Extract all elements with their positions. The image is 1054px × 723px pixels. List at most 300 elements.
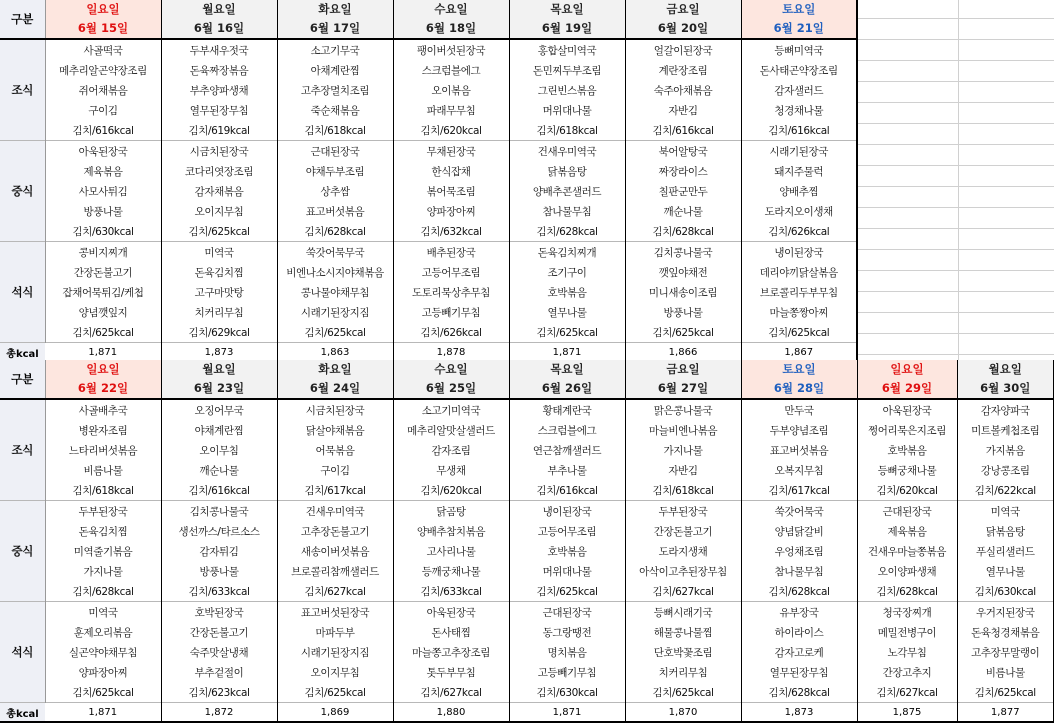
empty-grid-cell[interactable] <box>958 40 1054 61</box>
day-of-week-cell: 화요일 <box>277 0 393 18</box>
menu-item: 브로콜리두부무침 <box>741 282 857 302</box>
menu-item: 호박볶음 <box>509 541 625 561</box>
total-kcal-value: 1,872 <box>161 703 277 723</box>
menu-item: 김치/616kcal <box>625 120 741 141</box>
lunch-row <box>0 561 1054 581</box>
lunch-row <box>0 501 1054 522</box>
empty-grid-cell[interactable] <box>958 19 1054 40</box>
gubun-label: 구분 <box>0 360 45 399</box>
menu-item: 김치/617kcal <box>277 480 393 501</box>
menu-item: 방풍나물 <box>161 561 277 581</box>
empty-grid-cell[interactable] <box>958 0 1054 19</box>
menu-item: 숙주맛살냉채 <box>161 642 277 662</box>
total-kcal-value: 1,873 <box>161 343 277 363</box>
breakfast-row <box>0 120 857 141</box>
menu-item: 칠판군만두 <box>625 181 741 201</box>
empty-grid-row <box>858 313 1054 334</box>
breakfast-row <box>0 480 1054 501</box>
menu-item: 실곤약야채무침 <box>45 642 161 662</box>
menu-item: 고추장무말랭이 <box>957 642 1054 662</box>
menu-item: 그린빈스볶음 <box>509 80 625 100</box>
dinner-row <box>0 242 857 263</box>
menu-item: 제육볶음 <box>857 521 957 541</box>
menu-item: 잡채어묵튀김/케첩 <box>45 282 161 302</box>
total-kcal-value: 1,871 <box>45 343 161 363</box>
empty-grid-cell[interactable] <box>858 103 958 124</box>
empty-grid-cell[interactable] <box>958 145 1054 166</box>
menu-item: 오이양파생채 <box>857 561 957 581</box>
menu-item: 부추나물 <box>509 460 625 480</box>
menu-item: 소고기미역국 <box>393 399 509 420</box>
day-of-week-cell: 화요일 <box>277 360 393 378</box>
menu-item: 시래기된장국 <box>741 141 857 162</box>
lunch-row <box>0 581 1054 602</box>
week2-table <box>0 360 1054 723</box>
menu-item: 브로콜리참깨샐러드 <box>277 561 393 581</box>
menu-item: 김치/618kcal <box>277 120 393 141</box>
menu-item: 황태계란국 <box>509 399 625 420</box>
menu-item: 병완자조림 <box>45 420 161 440</box>
menu-item: 돈육김치찜 <box>45 521 161 541</box>
menu-item: 김치/630kcal <box>45 221 161 242</box>
menu-item: 머위대나물 <box>509 100 625 120</box>
menu-item: 콩나물야채무침 <box>277 282 393 302</box>
menu-item: 김치/627kcal <box>857 682 957 703</box>
date-cell: 6월 23일 <box>161 378 277 399</box>
menu-item: 배추된장국 <box>393 242 509 263</box>
menu-item: 마늘쫑고추장조림 <box>393 642 509 662</box>
menu-item: 돈육김치찌개 <box>509 242 625 263</box>
breakfast-row <box>0 440 1054 460</box>
menu-item: 도라지오이생채 <box>741 201 857 221</box>
menu-item: 방풍나물 <box>625 302 741 322</box>
empty-grid-cell[interactable] <box>858 40 958 61</box>
menu-item: 감자고로케 <box>741 642 857 662</box>
breakfast-row <box>0 39 857 60</box>
empty-grid-cell[interactable] <box>958 166 1054 187</box>
date-cell: 6월 30일 <box>957 378 1054 399</box>
menu-item: 고등어무조림 <box>509 521 625 541</box>
menu-item: 김치/628kcal <box>45 581 161 602</box>
day-of-week-cell: 일요일 <box>45 360 161 378</box>
menu-item: 상추쌈 <box>277 181 393 201</box>
menu-item: 비엔나소시지야채볶음 <box>277 262 393 282</box>
menu-item: 죽순채볶음 <box>277 100 393 120</box>
total-kcal-value: 1,871 <box>45 703 161 723</box>
menu-item: 가지나물 <box>625 440 741 460</box>
menu-item: 간장돈불고기 <box>625 521 741 541</box>
day-of-week-cell: 토요일 <box>741 360 857 378</box>
empty-grid-row <box>858 187 1054 208</box>
menu-item: 김치/618kcal <box>45 480 161 501</box>
menu-item: 아채계란찜 <box>277 60 393 80</box>
total-kcal-label: 총kcal <box>0 703 45 723</box>
menu-item: 두부새우젓국 <box>161 39 277 60</box>
menu-item: 고구마맛탕 <box>161 282 277 302</box>
empty-grid-row <box>858 334 1054 355</box>
menu-item: 계란장조림 <box>625 60 741 80</box>
empty-grid-cell[interactable] <box>858 0 958 19</box>
menu-item: 해물콩나물찜 <box>625 622 741 642</box>
menu-item: 오복지무침 <box>741 460 857 480</box>
menu-item: 감자채볶음 <box>161 181 277 201</box>
menu-item: 고등빼기무침 <box>509 662 625 682</box>
menu-item: 부추겉절이 <box>161 662 277 682</box>
total-kcal-value: 1,880 <box>393 703 509 723</box>
empty-grid-row <box>858 40 1054 61</box>
menu-item: 볶어묵조림 <box>393 181 509 201</box>
breakfast-row <box>0 420 1054 440</box>
day-of-week-cell: 월요일 <box>161 0 277 18</box>
menu-item: 김치/616kcal <box>45 120 161 141</box>
menu-item: 시래기된장지짐 <box>277 302 393 322</box>
empty-grid-cell[interactable] <box>958 208 1054 229</box>
empty-grid-cell[interactable] <box>858 19 958 40</box>
menu-item: 감자조림 <box>393 440 509 460</box>
day-of-week-cell: 금요일 <box>625 360 741 378</box>
date-cell: 6월 21일 <box>741 18 857 39</box>
dinner-row <box>0 302 857 322</box>
menu-item: 메추리알곤약장조림 <box>45 60 161 80</box>
empty-grid-row <box>858 208 1054 229</box>
menu-item: 오징어무국 <box>161 399 277 420</box>
menu-item: 스크럼블에그 <box>509 420 625 440</box>
empty-grid-cell[interactable] <box>858 124 958 145</box>
menu-item: 아욱된장국 <box>393 602 509 623</box>
menu-item: 도라지생채 <box>625 541 741 561</box>
menu-item: 표고버섯볶음 <box>277 201 393 221</box>
empty-grid-cell[interactable] <box>958 271 1054 292</box>
empty-grid-cell[interactable] <box>958 334 1054 355</box>
menu-item: 김치/623kcal <box>161 682 277 703</box>
empty-grid-cell[interactable] <box>858 250 958 271</box>
menu-item: 고추장돈불고기 <box>277 521 393 541</box>
date-cell: 6월 28일 <box>741 378 857 399</box>
menu-item: 쥐어채볶음 <box>45 80 161 100</box>
day-of-week-cell: 토요일 <box>741 0 857 18</box>
empty-grid-cell[interactable] <box>958 82 1054 103</box>
empty-grid-cell[interactable] <box>858 187 958 208</box>
menu-item: 감자양파국 <box>957 399 1054 420</box>
menu-item: 쑥갓어묵무국 <box>277 242 393 263</box>
empty-grid-row <box>858 61 1054 82</box>
date-cell: 6월 22일 <box>45 378 161 399</box>
menu-item: 김치/628kcal <box>741 682 857 703</box>
empty-grid-row <box>858 19 1054 40</box>
menu-item: 김치/625kcal <box>509 581 625 602</box>
menu-item: 간장돈불고기 <box>45 262 161 282</box>
menu-item: 깨순나물 <box>625 201 741 221</box>
menu-item: 짜장라이스 <box>625 161 741 181</box>
empty-grid-cell[interactable] <box>858 313 958 334</box>
empty-grid-row <box>858 82 1054 103</box>
menu-item: 닭볶음탕 <box>509 161 625 181</box>
menu-item: 강낭콩조림 <box>957 460 1054 480</box>
menu-item: 시금치된장국 <box>161 141 277 162</box>
menu-item: 열무나물 <box>957 561 1054 581</box>
menu-item: 근대된장국 <box>857 501 957 522</box>
menu-item: 참나물무침 <box>509 201 625 221</box>
lunch-row <box>0 201 857 221</box>
day-of-week-cell: 수요일 <box>393 360 509 378</box>
empty-grid-cell[interactable] <box>958 229 1054 250</box>
date-cell: 6월 17일 <box>277 18 393 39</box>
menu-item: 생선까스/타르소스 <box>161 521 277 541</box>
menu-item: 얼갈이된장국 <box>625 39 741 60</box>
menu-item: 표고버섯볶음 <box>741 440 857 460</box>
menu-item: 미니새송이조림 <box>625 282 741 302</box>
menu-item: 무채된장국 <box>393 141 509 162</box>
dinner-row <box>0 322 857 343</box>
lunch-row <box>0 541 1054 561</box>
menu-item: 양배추참치볶음 <box>393 521 509 541</box>
menu-item: 김치/630kcal <box>957 581 1054 602</box>
breakfast-label: 조식 <box>0 399 45 501</box>
header-dow-row <box>0 0 857 18</box>
menu-item: 연근참깨샐러드 <box>509 440 625 460</box>
lunch-row <box>0 181 857 201</box>
empty-grid-row <box>858 229 1054 250</box>
menu-item: 참나물무침 <box>741 561 857 581</box>
menu-item: 미역국 <box>161 242 277 263</box>
breakfast-row <box>0 60 857 80</box>
empty-grid-row <box>858 271 1054 292</box>
menu-item: 고등어무조림 <box>393 262 509 282</box>
menu-item: 사골배추국 <box>45 399 161 420</box>
empty-grid-cell[interactable] <box>958 61 1054 82</box>
menu-item: 김치/625kcal <box>161 221 277 242</box>
breakfast-row <box>0 399 1054 420</box>
menu-item: 노각무침 <box>857 642 957 662</box>
day-of-week-cell: 금요일 <box>625 0 741 18</box>
menu-item: 김치/628kcal <box>509 221 625 242</box>
menu-item: 치커리무침 <box>161 302 277 322</box>
total-kcal-value: 1,869 <box>277 703 393 723</box>
menu-item: 고등빼기무침 <box>393 302 509 322</box>
breakfast-label: 조식 <box>0 39 45 141</box>
menu-item: 부추양파생채 <box>161 80 277 100</box>
menu-item: 등뼈궁채나물 <box>857 460 957 480</box>
menu-item: 사모사튀김 <box>45 181 161 201</box>
menu-item: 만두국 <box>741 399 857 420</box>
menu-item: 무생채 <box>393 460 509 480</box>
menu-item: 김치/625kcal <box>625 682 741 703</box>
day-of-week-cell: 목요일 <box>509 360 625 378</box>
empty-grid-cell[interactable] <box>858 82 958 103</box>
empty-grid-cell[interactable] <box>858 61 958 82</box>
menu-item: 김치/627kcal <box>277 581 393 602</box>
lunch-row <box>0 221 857 242</box>
menu-item: 김치/627kcal <box>625 581 741 602</box>
menu-item: 시금치된장국 <box>277 399 393 420</box>
breakfast-row <box>0 460 1054 480</box>
empty-grid-cell[interactable] <box>958 250 1054 271</box>
menu-item: 동그랑땡전 <box>509 622 625 642</box>
date-cell: 6월 25일 <box>393 378 509 399</box>
day-of-week-cell: 목요일 <box>509 0 625 18</box>
menu-item: 김치/616kcal <box>741 120 857 141</box>
empty-grid-cell[interactable] <box>958 187 1054 208</box>
menu-item: 김치/620kcal <box>857 480 957 501</box>
menu-item: 양념닭갈비 <box>741 521 857 541</box>
menu-item: 냉이된장국 <box>509 501 625 522</box>
dinner-label: 석식 <box>0 242 45 343</box>
empty-grid-cell[interactable] <box>958 313 1054 334</box>
date-cell: 6월 24일 <box>277 378 393 399</box>
total-kcal-value: 1,866 <box>625 343 741 363</box>
menu-item: 김치/625kcal <box>45 322 161 343</box>
dinner-row <box>0 622 1054 642</box>
empty-grid-cell[interactable] <box>958 292 1054 313</box>
lunch-row <box>0 521 1054 541</box>
breakfast-row <box>0 100 857 120</box>
empty-grid-row <box>858 145 1054 166</box>
dinner-row <box>0 662 1054 682</box>
menu-item: 김치/628kcal <box>277 221 393 242</box>
menu-item: 김치/625kcal <box>45 682 161 703</box>
total-kcal-row <box>0 703 1054 723</box>
menu-item: 구이김 <box>277 460 393 480</box>
empty-grid-cell[interactable] <box>958 124 1054 145</box>
date-cell: 6월 18일 <box>393 18 509 39</box>
menu-item: 등뼈시래기국 <box>625 602 741 623</box>
menu-item: 팽이버섯된장국 <box>393 39 509 60</box>
empty-grid-cell[interactable] <box>858 208 958 229</box>
menu-item: 김치/625kcal <box>957 682 1054 703</box>
menu-item: 미역줄기볶음 <box>45 541 161 561</box>
breakfast-row <box>0 80 857 100</box>
menu-item: 양념깻잎지 <box>45 302 161 322</box>
menu-item: 김치콩나물국 <box>161 501 277 522</box>
menu-item: 데리야끼닭살볶음 <box>741 262 857 282</box>
menu-item: 김치/625kcal <box>625 322 741 343</box>
menu-item: 도토리묵상추무침 <box>393 282 509 302</box>
menu-item: 오이볶음 <box>393 80 509 100</box>
menu-item: 돈민찌두부조림 <box>509 60 625 80</box>
menu-item: 냉이된장국 <box>741 242 857 263</box>
total-kcal-label: 총kcal <box>0 343 45 363</box>
menu-item: 두부양념조림 <box>741 420 857 440</box>
menu-item: 간장돈불고기 <box>161 622 277 642</box>
day-of-week-cell: 수요일 <box>393 0 509 18</box>
menu-item: 김치/625kcal <box>277 322 393 343</box>
menu-item: 돈사태찜 <box>393 622 509 642</box>
day-of-week-cell: 일요일 <box>45 0 161 18</box>
menu-item: 아삭이고추된장무침 <box>625 561 741 581</box>
menu-item: 닭볶음탕 <box>957 521 1054 541</box>
dinner-row <box>0 262 857 282</box>
menu-item: 호박된장국 <box>161 602 277 623</box>
empty-grid-cell[interactable] <box>958 103 1054 124</box>
dinner-row <box>0 682 1054 703</box>
menu-item: 양파장아찌 <box>393 201 509 221</box>
menu-item: 비름나물 <box>45 460 161 480</box>
date-cell: 6월 15일 <box>45 18 161 39</box>
lunch-row <box>0 161 857 181</box>
empty-grid-row <box>858 292 1054 313</box>
day-of-week-cell: 일요일 <box>857 360 957 378</box>
menu-item: 명치볶음 <box>509 642 625 662</box>
total-kcal-value: 1,871 <box>509 703 625 723</box>
day-of-week-cell: 월요일 <box>161 360 277 378</box>
menu-item: 깻잎야채전 <box>625 262 741 282</box>
menu-item: 김치/626kcal <box>393 322 509 343</box>
menu-item: 두부된장국 <box>45 501 161 522</box>
menu-item: 김치/629kcal <box>161 322 277 343</box>
menu-item: 김치/616kcal <box>509 480 625 501</box>
total-kcal-value: 1,878 <box>393 343 509 363</box>
menu-item: 야채두부조림 <box>277 161 393 181</box>
menu-item: 미역국 <box>957 501 1054 522</box>
day-of-week-cell: 월요일 <box>957 360 1054 378</box>
menu-item: 가지나물 <box>45 561 161 581</box>
menu-item: 열무된장무침 <box>741 662 857 682</box>
menu-item: 방풍나물 <box>45 201 161 221</box>
menu-item: 김치/625kcal <box>509 322 625 343</box>
empty-grid-cell[interactable] <box>858 292 958 313</box>
empty-grid-cell[interactable] <box>858 166 958 187</box>
menu-item: 머위대나물 <box>509 561 625 581</box>
menu-item: 간장고추지 <box>857 662 957 682</box>
header-date-row <box>0 378 1054 399</box>
menu-item: 제육볶음 <box>45 161 161 181</box>
date-cell: 6월 27일 <box>625 378 741 399</box>
menu-item: 근대된장국 <box>277 141 393 162</box>
menu-item: 호박볶음 <box>857 440 957 460</box>
date-cell: 6월 29일 <box>857 378 957 399</box>
menu-item: 김치/628kcal <box>857 581 957 602</box>
menu-item: 어묵볶음 <box>277 440 393 460</box>
menu-item: 양배추찜 <box>741 181 857 201</box>
menu-item: 김치/627kcal <box>393 682 509 703</box>
week1-table <box>0 0 858 363</box>
menu-item: 미트볼케첩조림 <box>957 420 1054 440</box>
menu-item: 청국장찌개 <box>857 602 957 623</box>
menu-item: 숙주아채볶음 <box>625 80 741 100</box>
empty-grid-cell[interactable] <box>858 229 958 250</box>
total-kcal-value: 1,867 <box>741 343 857 363</box>
menu-item: 북어알탕국 <box>625 141 741 162</box>
empty-grid-row <box>858 0 1054 19</box>
menu-item: 마늘쫑짱아찌 <box>741 302 857 322</box>
menu-item: 청경채나물 <box>741 100 857 120</box>
menu-item: 하이라이스 <box>741 622 857 642</box>
date-cell: 6월 20일 <box>625 18 741 39</box>
header-dow-row <box>0 360 1054 378</box>
menu-item: 푸실리샐러드 <box>957 541 1054 561</box>
lunch-label: 중식 <box>0 141 45 242</box>
menu-item: 오이무침 <box>161 440 277 460</box>
menu-item: 맑은콩나물국 <box>625 399 741 420</box>
date-cell: 6월 19일 <box>509 18 625 39</box>
menu-item: 자반김 <box>625 460 741 480</box>
empty-grid-cell[interactable] <box>858 334 958 355</box>
total-kcal-value: 1,871 <box>509 343 625 363</box>
menu-item: 김치/630kcal <box>509 682 625 703</box>
menu-item: 오이지무침 <box>161 201 277 221</box>
menu-item: 쑥갓어묵국 <box>741 501 857 522</box>
header-date-row <box>0 18 857 39</box>
menu-item: 건새우미역국 <box>277 501 393 522</box>
menu-item: 김치콩나물국 <box>625 242 741 263</box>
menu-item: 코다리엿장조림 <box>161 161 277 181</box>
empty-grid-cell[interactable] <box>858 145 958 166</box>
empty-grid-cell[interactable] <box>858 271 958 292</box>
menu-item: 김치/622kcal <box>957 480 1054 501</box>
menu-item: 고추장멸치조림 <box>277 80 393 100</box>
menu-item: 김치/625kcal <box>277 682 393 703</box>
menu-item: 김치/618kcal <box>625 480 741 501</box>
